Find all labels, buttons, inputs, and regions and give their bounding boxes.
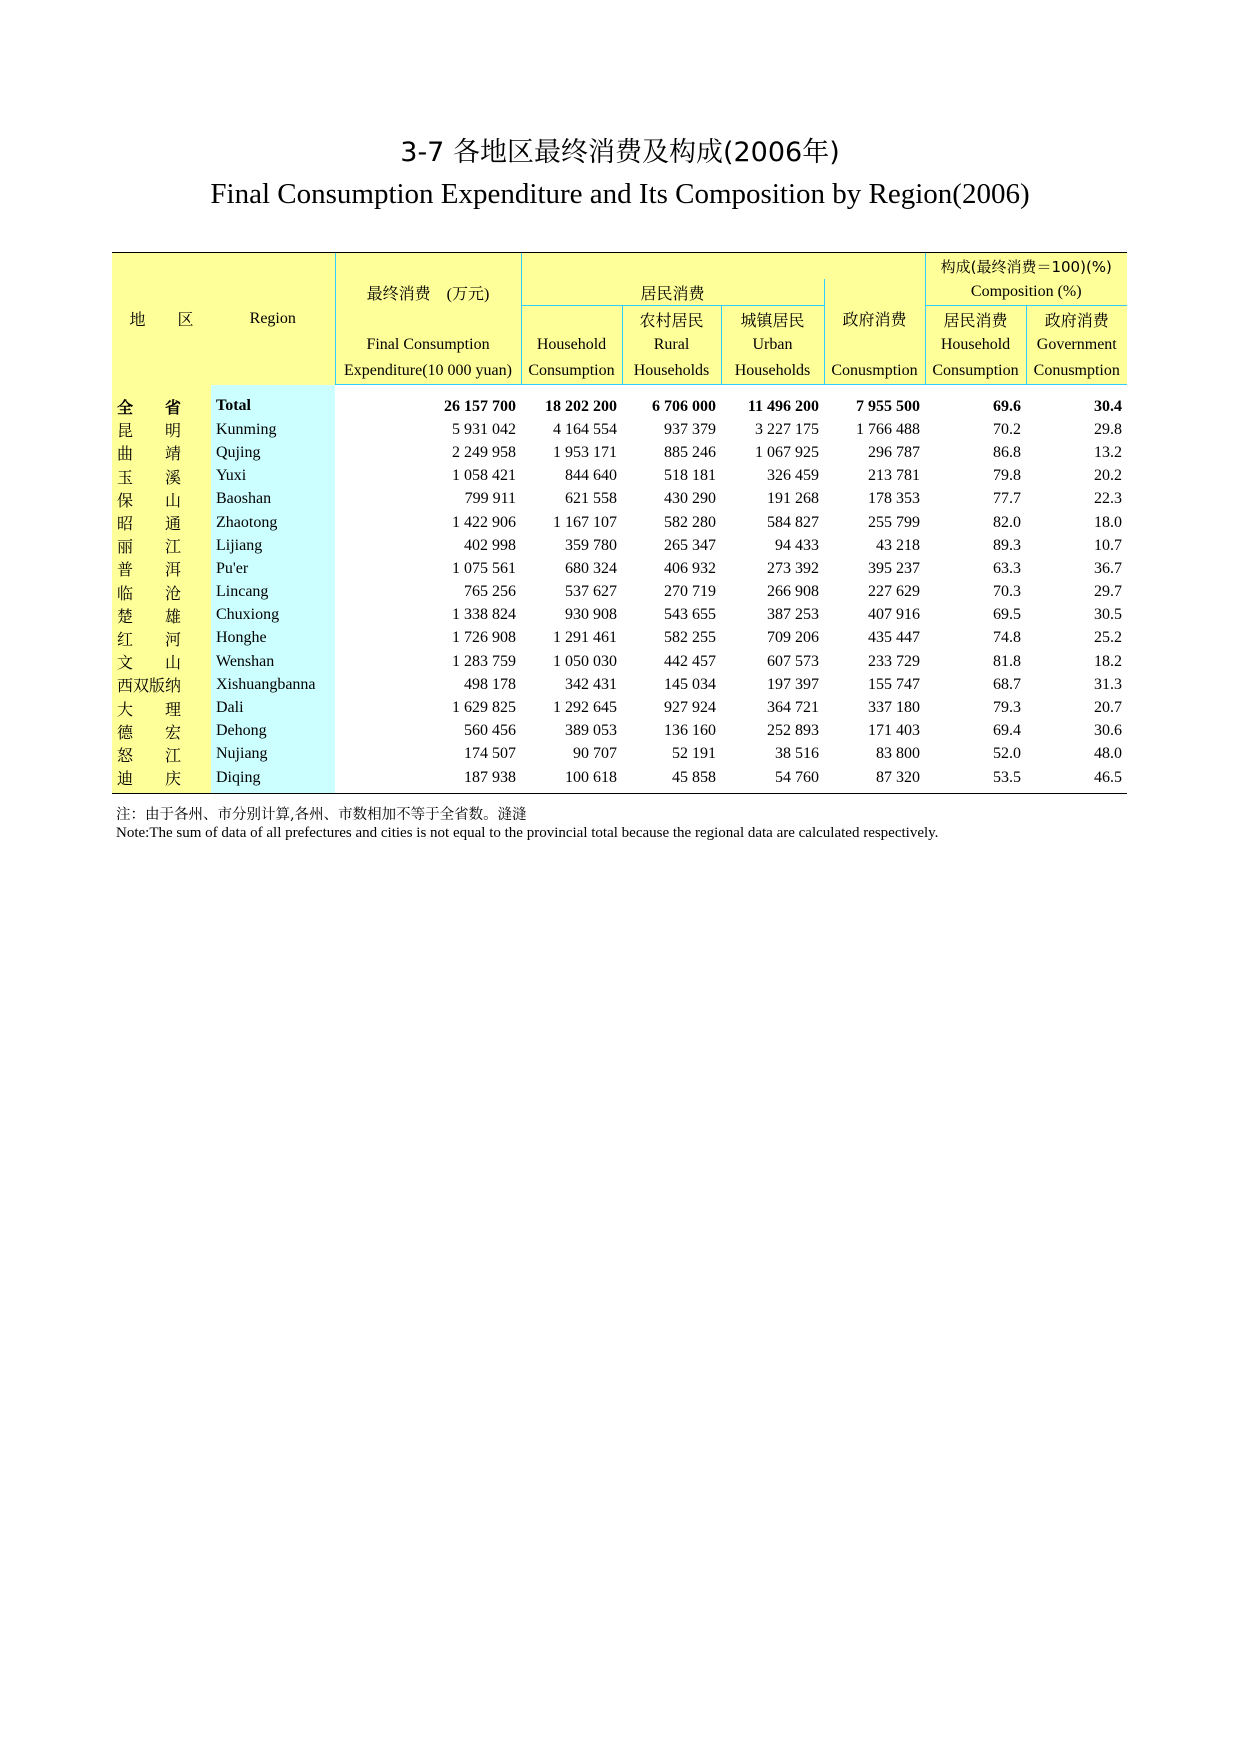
cell-fc: 1 283 759 (452, 652, 516, 670)
cell-urban: 197 397 (767, 675, 819, 693)
cell-ph: 86.8 (993, 443, 1021, 461)
cell-urban: 607 573 (767, 652, 819, 670)
cell-fc: 498 178 (464, 675, 516, 693)
region-name-en: Dali (211, 696, 335, 719)
cell-pg: 30.4 (1094, 397, 1123, 415)
cell-urban: 387 253 (767, 606, 819, 624)
region-name-cn: 迪 庆 (112, 766, 211, 794)
header-comp-household-en1: Household (925, 332, 1026, 358)
cell-urban: 584 827 (767, 513, 819, 531)
header-household-en2: Consumption (521, 358, 622, 385)
cell-fc: 402 998 (464, 536, 516, 554)
cell-hh: 18 202 200 (545, 397, 617, 415)
cell-hh: 680 324 (565, 559, 617, 577)
cell-urban: 191 268 (767, 490, 819, 508)
cell-gov: 178 353 (868, 490, 920, 508)
cell-gov: 83 800 (876, 745, 920, 763)
cell-fc: 26 157 700 (444, 397, 516, 415)
cell-fc: 1 075 561 (452, 559, 516, 577)
header-rural-cn: 农村居民 (622, 306, 721, 333)
table-row (112, 696, 1127, 719)
cell-fc: 187 938 (335, 766, 521, 794)
cell-rural: 52 191 (672, 745, 716, 763)
cell-rural: 430 290 (664, 490, 716, 508)
header-spacer (521, 253, 925, 280)
cell-hh: 359 780 (565, 536, 617, 554)
cell-rural: 270 719 (664, 583, 716, 601)
region-name-cn: 全 省 (112, 385, 211, 419)
table-row (112, 673, 1127, 696)
header-comp-government-en2: Conusmption (1026, 358, 1127, 385)
cell-fc: 5 931 042 (452, 420, 516, 438)
cell-gov: 155 747 (868, 675, 920, 693)
header-household-blank (521, 306, 622, 333)
header-region-cn: 地 区 (112, 253, 211, 385)
region-name-cn: 楚 雄 (112, 604, 211, 627)
region-name-en: Lijiang (211, 534, 335, 557)
cell-gov: 255 799 (868, 513, 920, 531)
region-name-en: Diqing (211, 766, 335, 794)
cell-fc: 765 256 (464, 583, 516, 601)
header-comp-government-en1: Government (1026, 332, 1127, 358)
table-title-english: Final Consumption Expenditure and Its Composition by Region(2006) (210, 178, 1030, 210)
cell-gov: 213 781 (868, 467, 920, 485)
cell-rural: 518 181 (664, 467, 716, 485)
cell-pg: 22.3 (1094, 490, 1123, 508)
cell-gov: 233 729 (868, 652, 920, 670)
table-row (112, 720, 1127, 743)
table-row (112, 650, 1127, 673)
cell-rural: 406 932 (664, 559, 716, 577)
region-name-en: Baoshan (211, 488, 335, 511)
cell-ph: 69.6 (993, 397, 1021, 415)
region-name-en: Zhaotong (211, 511, 335, 534)
cell-rural: 927 924 (664, 699, 716, 717)
cell-rural: 442 457 (664, 652, 716, 670)
cell-hh: 1 167 107 (553, 513, 617, 531)
region-name-cn: 文 山 (112, 650, 211, 673)
region-name-en: Nujiang (211, 743, 335, 766)
cell-gov: 227 629 (868, 583, 920, 601)
cell-pg: 31.3 (1094, 675, 1123, 693)
region-name-cn: 临 沧 (112, 581, 211, 604)
footnote-chinese: 注：由于各州、市分别计算,各州、市数相加不等于全省数。漨漨 (116, 807, 527, 823)
cell-pg: 36.7 (1094, 559, 1123, 577)
cell-gov: 171 403 (868, 722, 920, 740)
cell-ph: 70.2 (993, 420, 1021, 438)
header-household-en1: Household (521, 332, 622, 358)
header-urban-cn: 城镇居民 (721, 306, 824, 333)
table-row (112, 465, 1127, 488)
cell-urban: 11 496 200 (747, 397, 819, 415)
cell-fc: 1 422 906 (452, 513, 516, 531)
table-row (112, 743, 1127, 766)
cell-gov: 7 955 500 (856, 397, 920, 415)
cell-rural: 145 034 (664, 675, 716, 693)
cell-gov: 337 180 (868, 699, 920, 717)
region-name-en: Xishuangbanna (211, 673, 335, 696)
cell-pg: 46.5 (1026, 766, 1127, 794)
cell-fc: 1 726 908 (452, 629, 516, 647)
header-rural-en1: Rural (622, 332, 721, 358)
cell-hh: 930 908 (565, 606, 617, 624)
header-rural-en2: Households (622, 358, 721, 385)
cell-rural: 265 347 (664, 536, 716, 554)
region-name-en: Pu'er (211, 557, 335, 580)
region-name-cn: 保 山 (112, 488, 211, 511)
cell-rural: 45 858 (622, 766, 721, 794)
cell-pg: 29.7 (1094, 583, 1123, 601)
cell-hh: 342 431 (565, 675, 617, 693)
header-region-en: Region (211, 253, 335, 385)
cell-urban: 54 760 (721, 766, 824, 794)
cell-gov: 87 320 (824, 766, 925, 794)
cell-rural: 582 280 (664, 513, 716, 531)
header-urban-en2: Households (721, 358, 824, 385)
header-composition-cn: 构成(最终消费＝100)(%) (925, 253, 1127, 280)
cell-rural: 885 246 (664, 443, 716, 461)
cell-hh: 621 558 (565, 490, 617, 508)
cell-ph: 79.8 (993, 467, 1021, 485)
cell-pg: 30.5 (1094, 606, 1123, 624)
table-row-total (112, 385, 1127, 419)
table-row (112, 534, 1127, 557)
cell-ph: 77.7 (993, 490, 1021, 508)
region-name-cn: 玉 溪 (112, 465, 211, 488)
footnote-english: Note:The sum of data of all prefectures and cities is not equal to the provincial total because the regional data are calculated respectively. (116, 825, 939, 841)
cell-pg: 29.8 (1094, 420, 1123, 438)
cell-ph: 52.0 (993, 745, 1021, 763)
table-row (112, 441, 1127, 464)
table-row (112, 488, 1127, 511)
region-name-cn: 红 河 (112, 627, 211, 650)
cell-gov: 435 447 (868, 629, 920, 647)
cell-urban: 266 908 (767, 583, 819, 601)
cell-pg: 25.2 (1094, 629, 1123, 647)
region-name-en: Total (211, 385, 335, 419)
table-row (112, 557, 1127, 580)
cell-hh: 1 291 461 (553, 629, 617, 647)
region-name-cn: 西双版纳 (112, 673, 211, 696)
region-name-en: Qujing (211, 441, 335, 464)
cell-urban: 326 459 (767, 467, 819, 485)
cell-pg: 18.0 (1094, 513, 1123, 531)
cell-hh: 4 164 554 (553, 420, 617, 438)
cell-pg: 10.7 (1094, 536, 1123, 554)
cell-urban: 273 392 (767, 559, 819, 577)
region-name-cn: 普 洱 (112, 557, 211, 580)
cell-fc: 1 058 421 (452, 467, 516, 485)
cell-pg: 20.7 (1094, 699, 1123, 717)
header-final-consumption-en2: Expenditure(10 000 yuan) (335, 358, 521, 385)
cell-ph: 74.8 (993, 629, 1021, 647)
table-row (112, 604, 1127, 627)
region-name-cn: 丽 江 (112, 534, 211, 557)
cell-hh: 1 050 030 (553, 652, 617, 670)
header-comp-household-cn: 居民消费 (925, 306, 1026, 333)
cell-hh: 389 053 (565, 722, 617, 740)
cell-gov: 296 787 (868, 443, 920, 461)
cell-ph: 70.3 (993, 583, 1021, 601)
region-name-en: Yuxi (211, 465, 335, 488)
consumption-table (112, 252, 1127, 794)
cell-urban: 94 433 (775, 536, 819, 554)
cell-gov: 43 218 (876, 536, 920, 554)
region-name-en: Kunming (211, 418, 335, 441)
cell-rural: 937 379 (664, 420, 716, 438)
region-name-cn: 昭 通 (112, 511, 211, 534)
cell-fc: 799 911 (464, 490, 516, 508)
cell-ph: 53.5 (925, 766, 1026, 794)
cell-urban: 38 516 (775, 745, 819, 763)
cell-pg: 13.2 (1094, 443, 1123, 461)
header-final-consumption-en1: Final Consumption (335, 332, 521, 358)
cell-hh: 1 292 645 (553, 699, 617, 717)
region-name-en: Lincang (211, 581, 335, 604)
cell-hh: 100 618 (521, 766, 622, 794)
cell-urban: 252 893 (767, 722, 819, 740)
cell-ph: 69.5 (993, 606, 1021, 624)
table-row (112, 418, 1127, 441)
header-household-cn: 居民消费 (521, 279, 824, 306)
cell-ph: 63.3 (993, 559, 1021, 577)
cell-rural: 582 255 (664, 629, 716, 647)
cell-urban: 3 227 175 (755, 420, 819, 438)
cell-ph: 68.7 (993, 675, 1021, 693)
cell-pg: 48.0 (1094, 745, 1123, 763)
cell-ph: 81.8 (993, 652, 1021, 670)
region-name-en: Wenshan (211, 650, 335, 673)
cell-pg: 30.6 (1094, 722, 1123, 740)
cell-ph: 89.3 (993, 536, 1021, 554)
cell-gov: 395 237 (868, 559, 920, 577)
header-composition-en: Composition (%) (925, 279, 1127, 306)
cell-pg: 18.2 (1094, 652, 1123, 670)
cell-gov: 407 916 (868, 606, 920, 624)
cell-rural: 136 160 (664, 722, 716, 740)
region-name-cn: 昆 明 (112, 418, 211, 441)
cell-pg: 20.2 (1094, 467, 1123, 485)
table-row (112, 581, 1127, 604)
cell-urban: 1 067 925 (755, 443, 819, 461)
region-name-cn: 怒 江 (112, 743, 211, 766)
region-name-cn: 大 理 (112, 696, 211, 719)
cell-rural: 543 655 (664, 606, 716, 624)
cell-ph: 79.3 (993, 699, 1021, 717)
header-government-en2: Conusmption (824, 358, 925, 385)
header-final-consumption-cn: 最终消费 (万元) (335, 253, 521, 333)
cell-rural: 6 706 000 (652, 397, 716, 415)
region-name-en: Chuxiong (211, 604, 335, 627)
cell-urban: 709 206 (767, 629, 819, 647)
table-row (112, 766, 1127, 794)
region-name-en: Dehong (211, 720, 335, 743)
header-government-cn: 政府消费 (824, 279, 925, 358)
cell-ph: 69.4 (993, 722, 1021, 740)
table-title-chinese: 3-7 各地区最终消费及构成(2006年) (400, 137, 840, 168)
header-comp-household-en2: Consumption (925, 358, 1026, 385)
table-row (112, 627, 1127, 650)
cell-fc: 560 456 (464, 722, 516, 740)
header-comp-government-cn: 政府消费 (1026, 306, 1127, 333)
cell-hh: 1 953 171 (553, 443, 617, 461)
cell-fc: 2 249 958 (452, 443, 516, 461)
cell-fc: 174 507 (464, 745, 516, 763)
cell-ph: 82.0 (993, 513, 1021, 531)
region-name-en: Honghe (211, 627, 335, 650)
header-urban-en1: Urban (721, 332, 824, 358)
cell-gov: 1 766 488 (856, 420, 920, 438)
cell-urban: 364 721 (767, 699, 819, 717)
region-name-cn: 曲 靖 (112, 441, 211, 464)
region-name-cn: 德 宏 (112, 720, 211, 743)
cell-hh: 90 707 (573, 745, 617, 763)
cell-hh: 844 640 (565, 467, 617, 485)
table-row (112, 511, 1127, 534)
cell-hh: 537 627 (565, 583, 617, 601)
table-body (112, 385, 1127, 794)
cell-fc: 1 338 824 (452, 606, 516, 624)
cell-fc: 1 629 825 (452, 699, 516, 717)
